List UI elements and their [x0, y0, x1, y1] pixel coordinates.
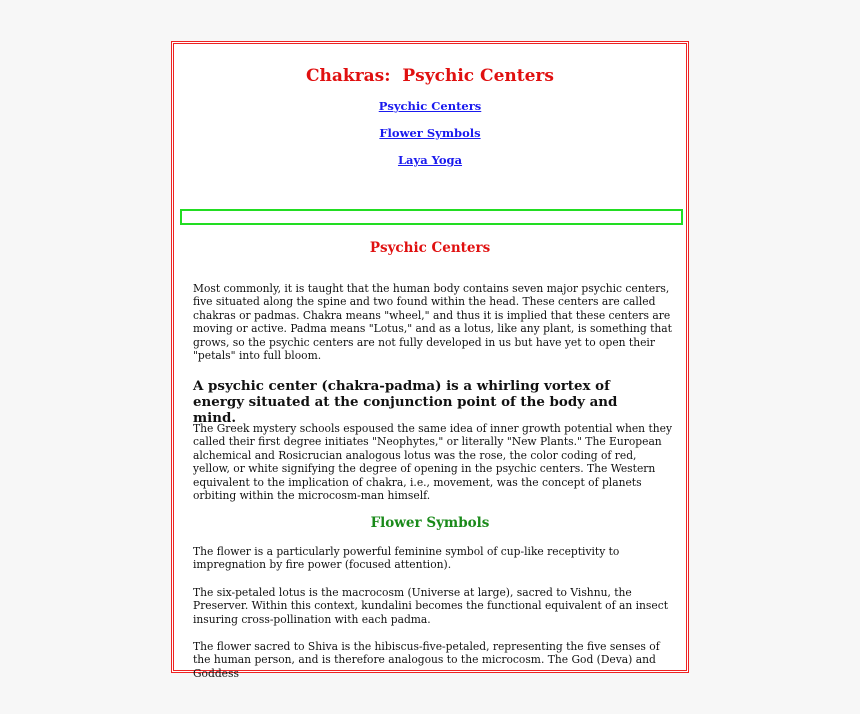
- heading-psychic-centers: Psychic Centers: [369, 240, 491, 256]
- flower-symbols-paragraph-2: The six-petaled lotus is the macrocosm (Universe at large), sacred to Vishnu, the Preserver. Within this context, kundalini becomes the functional equivalent of an insect insuring cross-pollination with each padma.: [193, 586, 669, 626]
- psychic-centers-emphasis: A psychic center (chakra-padma) is a whirling vortex of energy situated at the conjunction point of the body and mind.: [193, 378, 618, 426]
- page-title: Chakras: Psychic Centers: [306, 66, 554, 86]
- nav-link-laya-yoga[interactable]: Laya Yoga: [397, 153, 463, 167]
- flower-symbols-paragraph-3: The flower sacred to Shiva is the hibiscus-five-petaled, representing the five senses of the human person, and is therefore analogous to the microcosm. The God (Deva) and Goddess: [193, 640, 660, 680]
- psychic-centers-paragraph-2: The Greek mystery schools espoused the same idea of inner growth potential when they called their first degree initiates "Neophytes," or literally "New Plants." The European alchemical and Rosicrucian analogous lotus was the rose, the color coding of red, yellow, or white signifying the degree of opening in the psychic centers. The Western equivalent to the implication of chakra, i.e., movement, was the concept of planets orbiting within the microcosm-man himself.: [193, 422, 672, 503]
- heading-flower-symbols: Flower Symbols: [370, 515, 490, 531]
- nav-link-flower-symbols[interactable]: Flower Symbols: [379, 126, 481, 140]
- document-page: [171, 41, 689, 680]
- psychic-centers-paragraph-1: Most commonly, it is taught that the human body contains seven major psychic centers, five situated along the spine and two found within the head. These centers are called chakras or padmas. Chakra means "wheel," and thus it is implied that these centers are moving or active. Padma means "Lotus," and as a lotus, like any plant, is something that grows, so the psychic centers are not fully developed in us but have yet to open their "petals" into full bloom.: [193, 282, 672, 363]
- flower-symbols-paragraph-1: The flower is a particularly powerful feminine symbol of cup-like receptivity to impregnation by fire power (focused attention).: [193, 545, 620, 572]
- nav-link-psychic-centers[interactable]: Psychic Centers: [378, 99, 482, 113]
- section-divider: [180, 209, 683, 225]
